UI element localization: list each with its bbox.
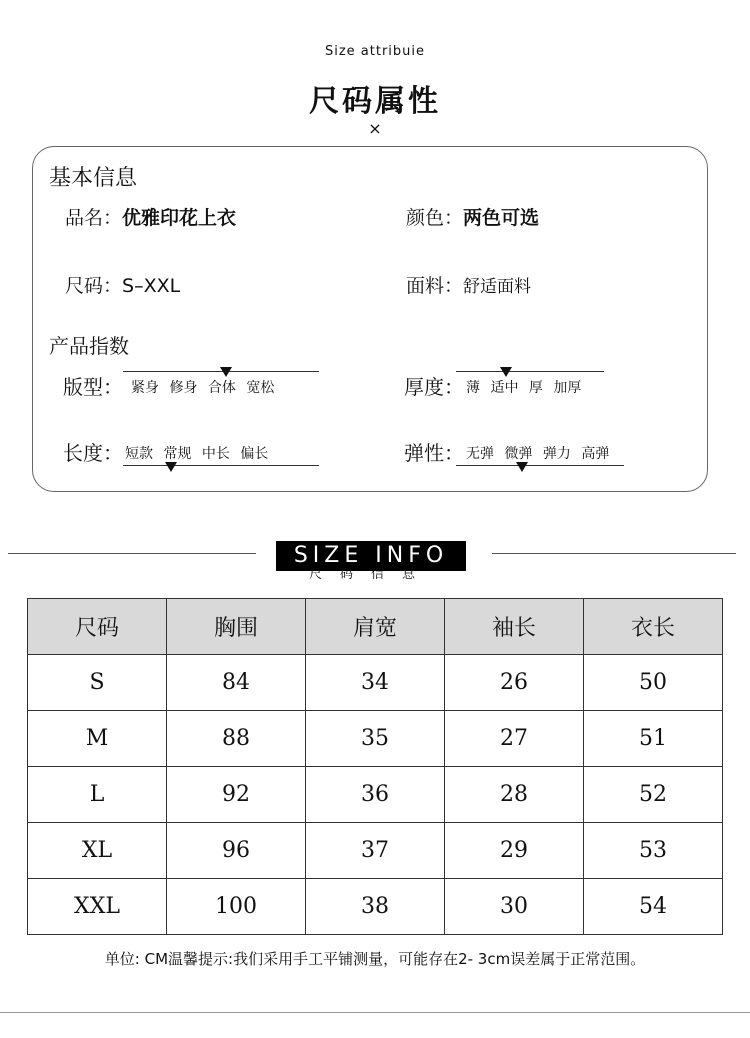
divider-right: [492, 553, 736, 554]
table-row: [28, 879, 723, 935]
cell-size: L: [28, 767, 167, 823]
fit-pointer: [220, 367, 232, 377]
cell-sleeve: 26: [445, 655, 584, 711]
cell-chest: 100: [167, 879, 306, 935]
product-name-field: [65, 203, 236, 230]
size-range-field: [65, 271, 180, 298]
table-row: [28, 823, 723, 879]
length-track: [123, 465, 319, 466]
cell-chest: 84: [167, 655, 306, 711]
fabric-value: 舒适面料: [463, 277, 532, 297]
header-length: 衣长: [584, 599, 723, 655]
cell-length: 53: [584, 823, 723, 879]
cell-chest: 96: [167, 823, 306, 879]
elasticity-label: 弹性：: [404, 441, 464, 465]
fit-scale: [63, 363, 363, 403]
cell-chest: 88: [167, 711, 306, 767]
cell-size: S: [28, 655, 167, 711]
subtitle: Size attribuie: [324, 44, 426, 59]
measurement-note: 单位: CM温馨提示:我们采用手工平铺测量，可能存在2- 3cm误差属于正常范围。: [104, 950, 646, 968]
thickness-pointer: [500, 367, 512, 377]
cell-length: 51: [584, 711, 723, 767]
length-options: 短款 常规 中长 偏长: [125, 446, 269, 462]
cell-sleeve: 28: [445, 767, 584, 823]
color-value: 两色可选: [463, 207, 540, 229]
fit-options: 紧身 修身 合体 宽松: [131, 380, 275, 396]
header-chest: 胸围: [167, 599, 306, 655]
cell-shoulder: 36: [306, 767, 445, 823]
product-name-value: 优雅印花上衣: [122, 207, 237, 229]
color-field: [406, 203, 539, 230]
table-header-row: [28, 599, 723, 655]
cell-sleeve: 30: [445, 879, 584, 935]
thickness-scale: [404, 363, 704, 403]
product-index-title: 产品指数: [49, 334, 129, 358]
cell-size: M: [28, 711, 167, 767]
table-row: [28, 655, 723, 711]
header-sleeve: 袖长: [445, 599, 584, 655]
cell-length: 50: [584, 655, 723, 711]
table-row: [28, 711, 723, 767]
cell-shoulder: 37: [306, 823, 445, 879]
cell-shoulder: 38: [306, 879, 445, 935]
cell-length: 54: [584, 879, 723, 935]
elasticity-pointer: [516, 462, 528, 472]
table-row: [28, 767, 723, 823]
header-size: 尺码: [28, 599, 167, 655]
cell-chest: 92: [167, 767, 306, 823]
cell-size: XL: [28, 823, 167, 879]
size-range-label: 尺码：: [65, 275, 123, 297]
cell-shoulder: 35: [306, 711, 445, 767]
fit-label: 版型：: [63, 375, 123, 399]
cell-sleeve: 29: [445, 823, 584, 879]
color-label: 颜色：: [406, 207, 464, 229]
thickness-options: 薄 适中 厚 加厚: [466, 380, 582, 396]
page-title: 尺码属性: [309, 84, 441, 119]
cell-sleeve: 27: [445, 711, 584, 767]
thickness-label: 厚度：: [404, 375, 464, 399]
attribute-card: [32, 146, 708, 492]
elasticity-track: [456, 465, 624, 466]
fabric-label: 面料：: [406, 275, 464, 297]
divider-left: [8, 553, 256, 554]
cell-size: XXL: [28, 879, 167, 935]
length-scale: [63, 437, 363, 477]
fabric-field: [406, 271, 531, 298]
product-name-label: 品名：: [65, 207, 123, 229]
size-range-value: S–XXL: [122, 275, 181, 297]
cell-length: 52: [584, 767, 723, 823]
length-pointer: [165, 462, 177, 472]
cell-shoulder: 34: [306, 655, 445, 711]
basic-info-title: 基本信息: [49, 166, 138, 191]
size-info-banner: SIZE INFO: [276, 541, 466, 571]
elasticity-scale: [404, 437, 704, 477]
elasticity-options: 无弹 微弹 弹力 高弹: [466, 446, 610, 462]
length-label: 长度：: [63, 441, 123, 465]
thickness-track: [456, 371, 604, 372]
close-mark: ×: [368, 119, 382, 138]
bottom-divider: [0, 1012, 750, 1013]
size-info-banner-sub: 尺码信息: [308, 568, 433, 580]
header-shoulder: 肩宽: [306, 599, 445, 655]
size-table: [27, 598, 723, 935]
